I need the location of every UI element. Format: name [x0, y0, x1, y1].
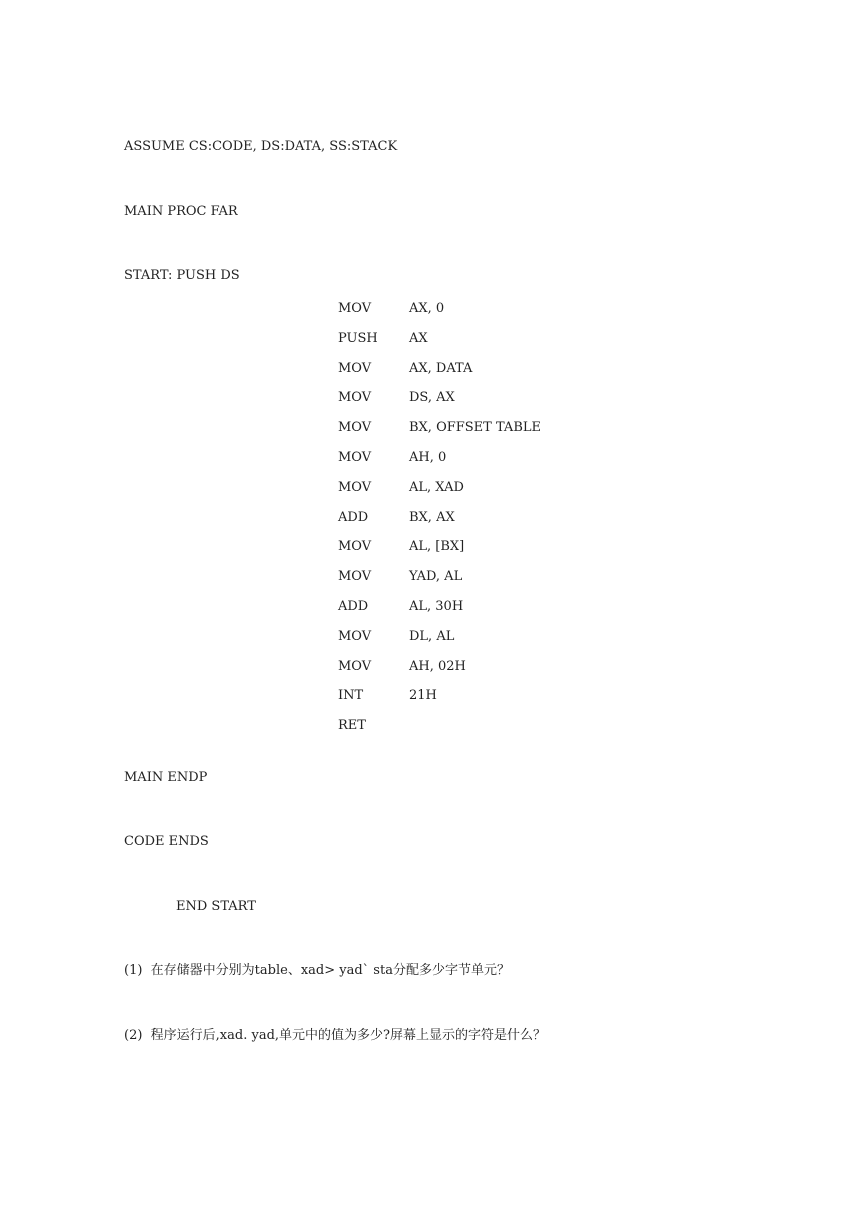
instruction-mnemonic: MOV	[338, 480, 372, 495]
instruction-row	[0, 569, 868, 585]
instruction-row	[0, 629, 868, 645]
instruction-row	[0, 390, 868, 406]
instruction-operand: BX, OFFSET TABLE	[409, 420, 541, 435]
start-label-line: START: PUSH DS	[124, 268, 240, 283]
endp-directive: MAIN ENDP	[124, 770, 208, 785]
question-2: (2) 程序运行后,xad. yad,单元中的值为多少?屏幕上显示的字符是什么？	[124, 1028, 546, 1043]
instruction-mnemonic: MOV	[338, 301, 372, 316]
instruction-row	[0, 718, 868, 734]
instruction-mnemonic: MOV	[338, 629, 372, 644]
instruction-operand: AL, 30H	[409, 599, 464, 614]
end-start-directive: END START	[176, 899, 256, 914]
instruction-row	[0, 599, 868, 615]
instruction-row	[0, 688, 868, 704]
instruction-operand: 21H	[409, 688, 437, 703]
instruction-operand: AL, XAD	[409, 480, 464, 495]
instruction-operand: AL, [BX]	[409, 539, 465, 554]
instruction-mnemonic: INT	[338, 688, 364, 703]
instruction-operand: YAD, AL	[409, 569, 463, 584]
instruction-row	[0, 480, 868, 496]
instruction-row	[0, 361, 868, 377]
instruction-operand: AX, DATA	[409, 361, 473, 376]
instruction-operand: DL, AL	[409, 629, 455, 644]
proc-declaration: MAIN PROC FAR	[124, 204, 238, 219]
instruction-row	[0, 539, 868, 555]
instruction-operand: DS, AX	[409, 390, 455, 405]
instruction-mnemonic: MOV	[338, 420, 372, 435]
instruction-mnemonic: MOV	[338, 390, 372, 405]
instruction-mnemonic: MOV	[338, 569, 372, 584]
instruction-row	[0, 659, 868, 675]
code-ends-directive: CODE ENDS	[124, 834, 209, 849]
instruction-mnemonic: MOV	[338, 361, 372, 376]
instruction-mnemonic: ADD	[338, 510, 369, 525]
instruction-mnemonic: MOV	[338, 659, 372, 674]
assume-directive: ASSUME CS:CODE, DS:DATA, SS:STACK	[124, 139, 398, 154]
instruction-row	[0, 450, 868, 466]
instruction-mnemonic: RET	[338, 718, 366, 733]
instruction-mnemonic: MOV	[338, 539, 372, 554]
instruction-mnemonic: MOV	[338, 450, 372, 465]
instruction-operand: BX, AX	[409, 510, 455, 525]
instruction-mnemonic: PUSH	[338, 331, 378, 346]
question-1: (1) 在存储器中分别为table、xad> yad` sta分配多少字节单元？	[124, 963, 510, 978]
instruction-row	[0, 420, 868, 436]
instruction-mnemonic: ADD	[338, 599, 369, 614]
instruction-operand: AH, 02H	[409, 659, 466, 674]
instruction-operand: AX, 0	[409, 301, 445, 316]
instruction-operand: AX	[409, 331, 428, 346]
instruction-row	[0, 510, 868, 526]
instruction-row	[0, 301, 868, 317]
instruction-operand: AH, 0	[409, 450, 447, 465]
instruction-row	[0, 331, 868, 347]
